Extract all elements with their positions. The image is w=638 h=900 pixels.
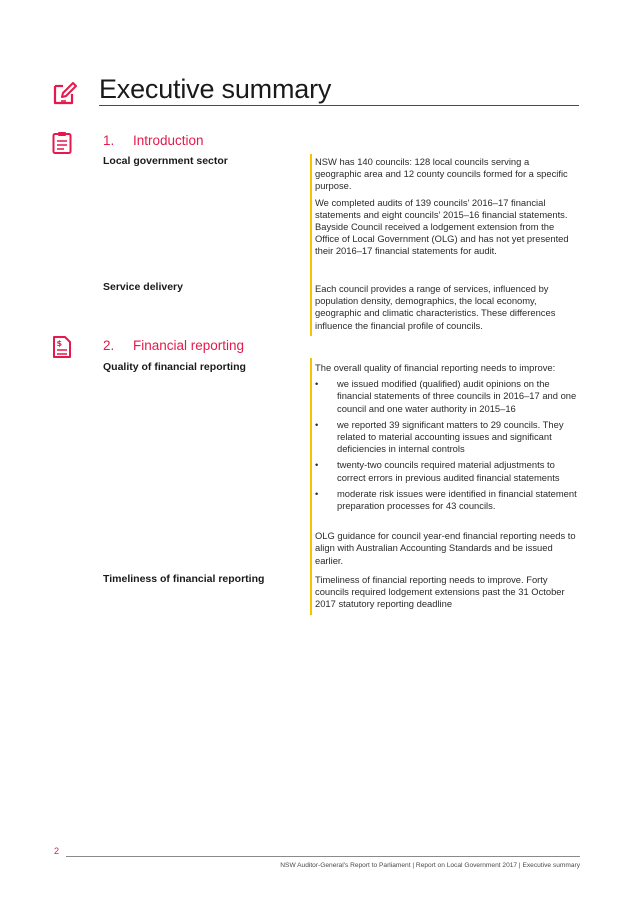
paragraph: Timeliness of financial reporting needs to improve. Forty councils required lodgement extensions past the 31 October 2017 statutory reporting deadline — [315, 574, 565, 610]
list-item: • we reported 39 significant matters to 29 councils. They related to material accounting issues and significant deficiencies in internal controls — [315, 418, 564, 455]
section-title: Introduction — [133, 133, 204, 148]
paragraph: NSW has 140 councils: 128 local councils serving a geographic area and 12 county councils formed for a specific purpose. — [315, 156, 568, 192]
list-item: • twenty-two councils required material adjustments to correct errors in previous audited financial statements — [315, 459, 560, 483]
row-body-timeliness-of-financial-reporting — [315, 574, 577, 615]
title-divider — [99, 105, 579, 106]
bullet-list — [315, 378, 577, 512]
clipboard-icon — [52, 131, 72, 155]
paragraph: Each council provides a range of services, influenced by population density, demographics, the local economy, geographic and climatic characteristics. These differences influence the financial profile of councils. — [315, 283, 556, 331]
row-label-quality-of-financial-reporting: Quality of financial reporting — [103, 361, 246, 373]
footer-text: NSW Auditor-General's Report to Parliament | Report on Local Government 2017 | Executive summary — [280, 862, 580, 869]
section-number: 1. — [103, 133, 115, 148]
paragraph: We completed audits of 139 councils' 2016–17 financial statements and eight councils' 2015–16 financial statements. Bayside Council received a lodgement extension from the Office of Local Government (OLG) and has not yet presented their 2016–17 financial statements for audit. — [315, 196, 569, 257]
list-item: • moderate risk issues were identified in financial statement preparation processes for 43 councils. — [315, 487, 577, 512]
row-label-timeliness-of-financial-reporting: Timeliness of financial reporting — [103, 573, 265, 585]
highlight-bar — [310, 154, 312, 336]
section-number: 2. — [103, 338, 115, 353]
section-title: Financial reporting — [133, 338, 245, 353]
svg-text:$: $ — [56, 339, 63, 348]
row-body-quality-of-financial-reporting — [315, 362, 577, 571]
row-label-local-government-sector: Local government sector — [103, 155, 228, 167]
page-title: Executive summary — [99, 74, 332, 104]
finance-document-icon — [52, 335, 72, 359]
footer-divider — [66, 856, 580, 857]
page-number: 2 — [54, 846, 60, 856]
section-heading-financial-reporting — [103, 338, 244, 353]
list-item: • we issued modified (qualified) audit opinions on the financial statements of three councils in 2016–17 and one council and one water authority in 2015–16 — [315, 378, 577, 414]
paragraph: The overall quality of financial reporting needs to improve: — [315, 362, 556, 373]
section-heading-introduction — [103, 133, 204, 148]
highlight-bar — [310, 358, 312, 615]
paragraph: OLG guidance for council year-end financial reporting needs to align with Australian Accounting Standards and be issued earlier. — [315, 530, 576, 566]
edit-document-icon — [52, 80, 78, 106]
row-body-service-delivery — [315, 283, 577, 336]
row-label-service-delivery: Service delivery — [103, 281, 183, 293]
row-body-local-government-sector — [315, 156, 577, 262]
